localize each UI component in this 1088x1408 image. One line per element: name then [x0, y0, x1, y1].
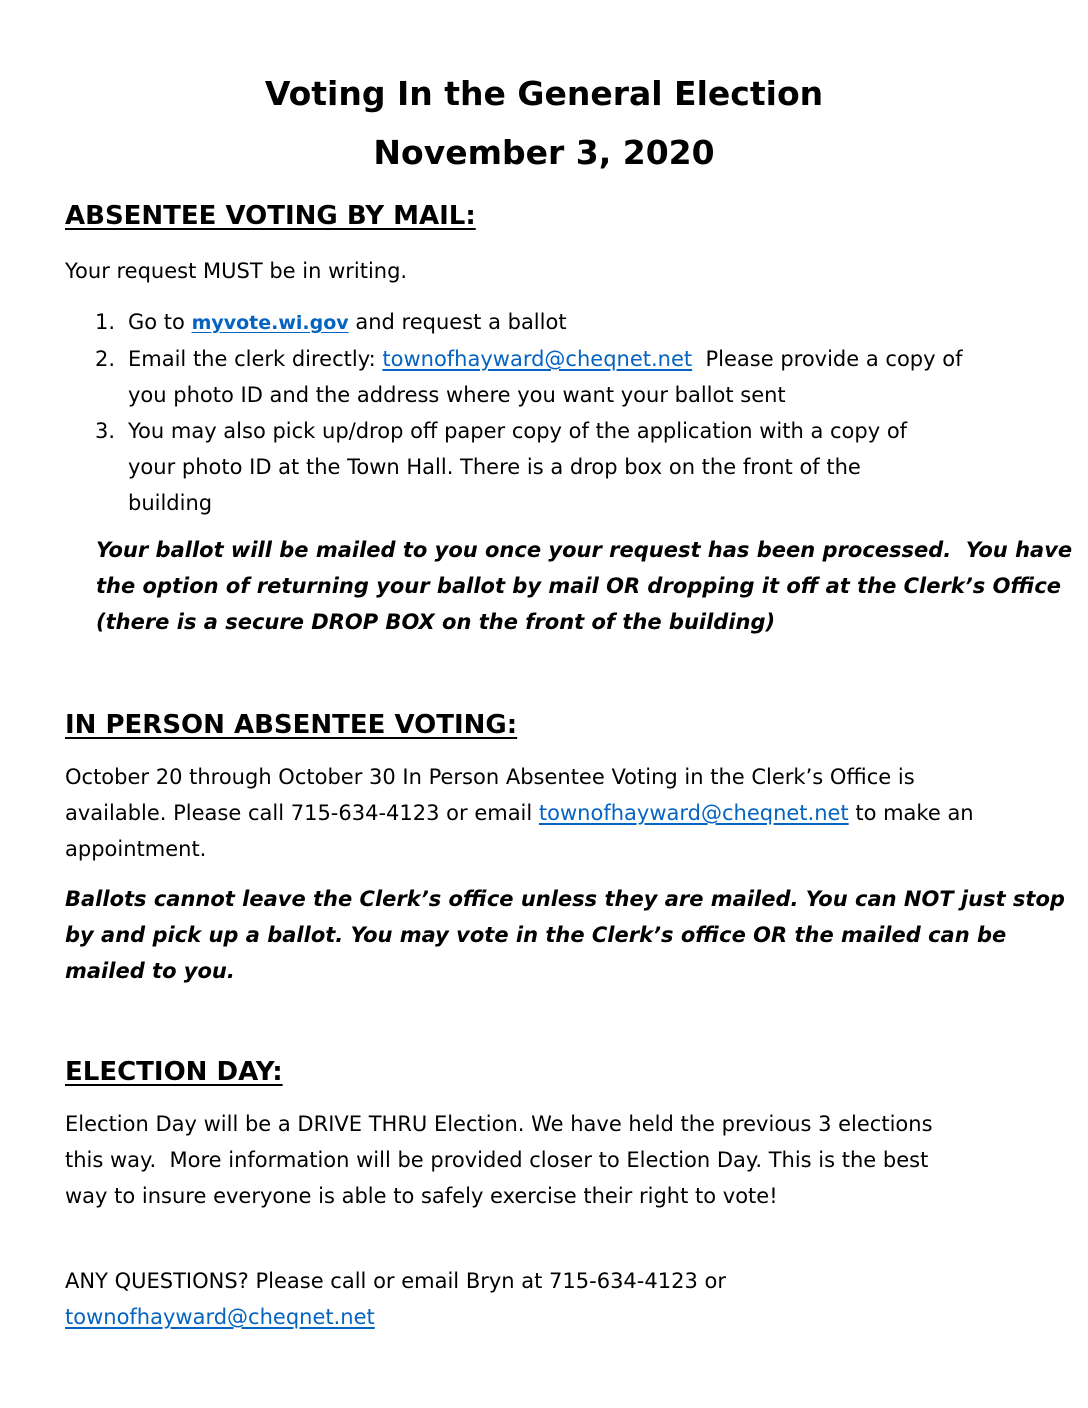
- step-number: 1.: [95, 310, 116, 334]
- mail-steps-list: [95, 304, 962, 521]
- note-line: mailed to you.: [65, 959, 235, 983]
- myvote-link[interactable]: myvote.wi.gov: [191, 312, 349, 334]
- body-line: October 20 through October 30 In Person Absentee Voting in the Clerk’s Office is: [65, 765, 915, 789]
- body-line: this way. More information will be provided closer to Election Day. This is the best: [65, 1148, 929, 1172]
- step-text: and request a ballot: [348, 310, 567, 334]
- step-text: Please provide a copy of: [692, 347, 963, 371]
- body-line: way to insure everyone is able to safely exercise their right to vote!: [65, 1184, 778, 1208]
- questions-text: ANY QUESTIONS? Please call or email Bryn at 715-634-4123 or: [65, 1269, 726, 1293]
- in-person-section-note: [65, 881, 1065, 989]
- step-item-2: [95, 341, 962, 413]
- body-text: to make an: [848, 801, 974, 825]
- step-item-3: [95, 413, 962, 521]
- clerk-email-link[interactable]: townofhayward@cheqnet.net: [538, 801, 849, 825]
- mail-section-intro: Your request MUST be in writing.: [65, 259, 408, 283]
- body-text: available. Please call 715-634-4123 or email: [65, 801, 539, 825]
- note-line: Ballots cannot leave the Clerk’s office unless they are mailed. You can NOT just stop: [65, 887, 1065, 911]
- step-text-continuation: you photo ID and the address where you want your ballot sent: [128, 383, 786, 407]
- body-line: [65, 795, 974, 831]
- step-number: 2.: [95, 347, 116, 371]
- document-title: Voting In the General Election: [264, 74, 824, 113]
- clerk-email-link[interactable]: townofhayward@cheqnet.net: [382, 347, 693, 371]
- note-line: by and pick up a ballot. You may vote in the Clerk’s office OR the mailed can be: [65, 923, 1007, 947]
- step-text: your photo ID at the Town Hall. There is a drop box on the front of the: [128, 455, 861, 479]
- mail-section-heading: ABSENTEE VOTING BY MAIL:: [65, 201, 476, 231]
- step-text: You may also pick up/drop off paper copy of the application with a copy of: [128, 419, 908, 443]
- step-number: 3.: [95, 419, 116, 443]
- election-day-heading: ELECTION DAY:: [65, 1057, 283, 1087]
- election-day-body: [65, 1106, 933, 1214]
- step-text: Go to: [128, 310, 192, 334]
- in-person-section-body: [65, 759, 974, 867]
- step-text: Email the clerk directly:: [128, 347, 383, 371]
- questions-email-link[interactable]: townofhayward@cheqnet.net: [65, 1305, 375, 1329]
- note-line: Your ballot will be mailed to you once your request has been processed. You have: [96, 538, 1073, 562]
- step-text: building: [128, 491, 213, 515]
- note-line: (there is a secure DROP BOX on the front of the building): [96, 610, 776, 634]
- mail-section-note: [96, 532, 1072, 640]
- document-date: November 3, 2020: [373, 133, 715, 172]
- questions-block: [65, 1263, 726, 1335]
- note-line: the option of returning your ballot by mail OR dropping it off at the Clerk’s Office: [96, 574, 1062, 598]
- body-line: appointment.: [65, 837, 207, 861]
- step-item-1: [95, 304, 962, 341]
- body-line: Election Day will be a DRIVE THRU Election. We have held the previous 3 elections: [65, 1112, 933, 1136]
- in-person-section-heading: IN PERSON ABSENTEE VOTING:: [65, 710, 518, 740]
